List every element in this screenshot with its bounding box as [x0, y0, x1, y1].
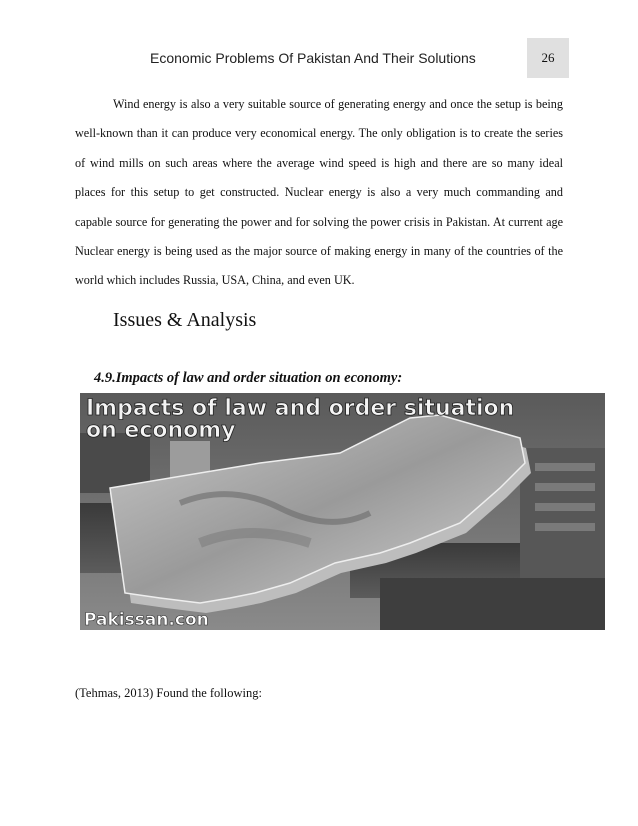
- figure-collage-graphic: [80, 393, 605, 630]
- crowd-shape: [380, 578, 605, 630]
- caption-text: (Tehmas, 2013) Found the following:: [75, 686, 262, 700]
- building-shape: [535, 523, 595, 531]
- section-heading: Issues & Analysis: [113, 309, 257, 331]
- figure-watermark: Pakissan.con: [84, 610, 209, 630]
- subsection-heading: 4.9.Impacts of law and order situation on economy:: [94, 370, 403, 386]
- figure-image: [80, 393, 605, 630]
- body-paragraph: [75, 90, 563, 296]
- building-shape: [535, 503, 595, 511]
- page-number-badge: [527, 38, 569, 78]
- building-shape: [535, 463, 595, 471]
- figure-banner-line2: on economy: [86, 418, 236, 443]
- building-shape: [535, 483, 595, 491]
- body-paragraph-text: Wind energy is also a very suitable source of generating energy and once the setup is being well-known than it can produce very economical energy. The only obligation is to create the series of wind mills on such areas where the average wind speed is high and there are so many ideal places for this setup to get constructed. Nuclear energy is also a very much commanding and capable source for generating the power and for solving the power crisis in Pakistan. At current age Nuclear energy is being used as the major source of making energy in many of the countries of the world which includes Russia, USA, China, and even UK.: [75, 97, 563, 288]
- figure-banner-line1: Impacts of law and order situation: [86, 396, 515, 421]
- page-number: 26: [541, 50, 555, 65]
- running-header-title: Economic Problems Of Pakistan And Their Solutions: [150, 50, 476, 66]
